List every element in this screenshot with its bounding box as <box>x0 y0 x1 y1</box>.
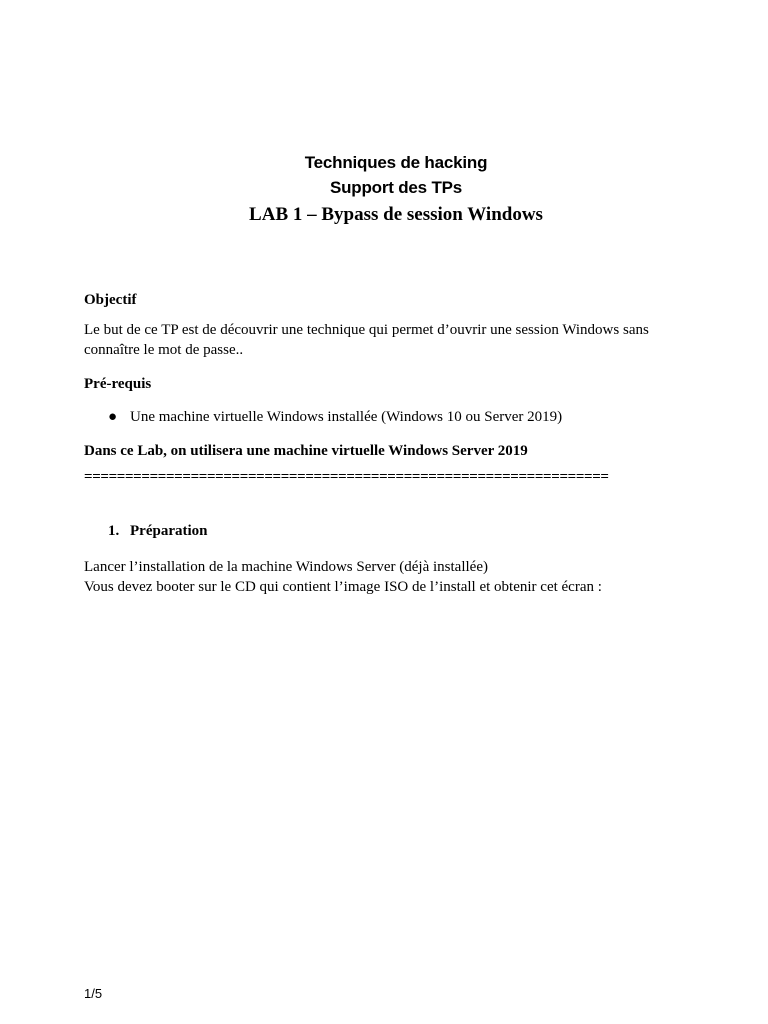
lab-note: Dans ce Lab, on utilisera une machine virtuelle Windows Server 2019 <box>84 443 528 459</box>
prerequis-heading: Pré-requis <box>84 376 152 392</box>
objectif-text: Le but de ce TP est de découvrir une technique qui permet d’ouvrir une session Windows sans connaître le mot de passe.. <box>84 322 649 358</box>
section-heading-preparation <box>84 521 680 541</box>
prerequis-list-item <box>84 407 680 427</box>
course-subtitle: Support des TPs <box>329 178 463 197</box>
objectif-heading: Objectif <box>84 292 137 308</box>
document-title-block <box>0 150 768 228</box>
page-number: 1/5 <box>84 986 103 1001</box>
preparation-line-2: Vous devez booter sur le CD qui contient l’image ISO de l’install et obtenir cet écran : <box>84 579 602 595</box>
course-title: Techniques de hacking <box>304 153 488 172</box>
separator-line: ================================================================ <box>84 469 609 485</box>
lab-title: LAB 1 – Bypass de session Windows <box>249 204 543 225</box>
preparation-line-1: Lancer l’installation de la machine Windows Server (déjà installée) <box>84 559 488 575</box>
document-body <box>84 290 680 597</box>
prerequis-item-text: Une machine virtuelle Windows installée (Windows 10 ou Server 2019) <box>130 409 563 425</box>
bullet-icon: ● <box>108 409 118 425</box>
section-number: 1. <box>108 523 120 539</box>
section-title: Préparation <box>130 523 208 539</box>
